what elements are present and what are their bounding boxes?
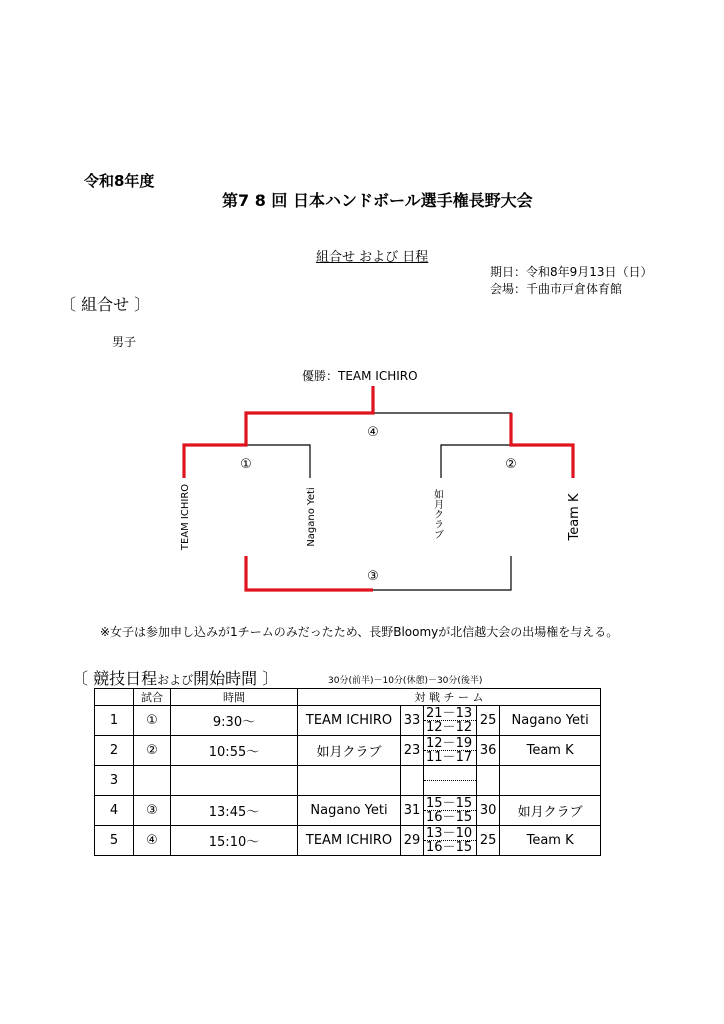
schedule-table [94,688,601,856]
team-label-ichiro: TEAM ICHIRO [180,483,191,551]
bracket-line-final-right [373,413,511,443]
schedule-section-title [72,666,278,689]
score-a: 31 [401,796,424,826]
score-b: 36 [477,736,500,766]
team-a: Nagano Yeti [298,796,401,826]
team-label-kisaragi: 如月クラブ [431,489,443,539]
row-number: 1 [95,706,134,736]
half-scores [424,796,477,826]
score-a: 29 [401,826,424,856]
winner-label: 優勝：TEAM ICHIRO [302,369,418,383]
team-a: TEAM ICHIRO [298,826,401,856]
event-venue: 会場：千曲市戸倉体育館 [490,282,623,296]
header-match: 試合 [134,689,171,706]
match-mark-3: ③ [367,569,379,584]
category-label: 男子 [112,335,137,349]
match-mark: ③ [134,796,171,826]
time-format-note: 30分(前半)－10分(休憩)－30分(後半) [328,676,483,686]
score-dash: － [442,826,456,841]
team-a: TEAM ICHIRO [298,706,401,736]
team-b [500,766,601,796]
winner-paths [184,386,573,590]
table-row [95,706,601,736]
team-b: 如月クラブ [500,796,601,826]
score-b: 25 [477,706,500,736]
schedule-title-part2: 開始時間 〕 [193,669,279,688]
bracket-line-m2-left [441,445,511,478]
score-a [401,766,424,796]
bracket-line-m3-right [373,556,511,590]
half2-score-b: 17 [455,750,473,765]
half-scores [424,826,477,856]
half-scores [424,706,477,736]
half1-score-a: 12 [426,736,443,751]
bracket-section-title: 〔 組合せ 〕 [60,295,151,314]
row-number: 3 [95,766,134,796]
score-dash: － [442,720,456,735]
table-row [95,766,601,796]
start-time: 13:45～ [171,796,298,826]
table-row [95,736,601,766]
half2-score-b: 15 [455,840,473,855]
score-dash: － [442,840,456,855]
half2-score-a: 16 [426,810,443,825]
half1-score-b: 10 [455,826,473,841]
match-mark: ④ [134,826,171,856]
schedule-title-small: および [157,673,194,687]
half1-score-a: 15 [426,796,443,811]
schedule-header-row [95,689,601,706]
half1-score-a: 13 [426,826,443,841]
team-b: Nagano Yeti [500,706,601,736]
score-a: 23 [401,736,424,766]
score-b: 25 [477,826,500,856]
half2-score-a: 11 [426,750,443,765]
match-mark [134,766,171,796]
match-mark: ② [134,736,171,766]
match-mark: ① [134,706,171,736]
half2-score-a: 16 [426,840,443,855]
half1-score-b: 13 [455,706,473,721]
score-dash: － [442,736,456,751]
table-row [95,826,601,856]
half1-score-a: 21 [426,706,443,721]
team-label-teamk: Team K [567,493,582,541]
winner-path-ichiro [184,386,373,478]
match-mark-2: ② [505,457,517,472]
team-b: Team K [500,826,601,856]
score-b [477,766,500,796]
event-date: 期日：令和8年9月13日（日） [490,265,653,279]
half-scores [424,766,477,796]
half1-score-b: 15 [455,796,473,811]
score-dash: － [442,810,456,825]
schedule-title-part1: 〔 競技日程 [72,669,158,688]
team-a: 如月クラブ [298,736,401,766]
women-note: ※女子は参加申し込みが1チームのみだったため、長野Bloomyが北信越大会の出場権を与える。 [100,625,619,639]
row-number: 2 [95,736,134,766]
header-teams: 対 戦 チ ー ム [298,689,601,706]
row-number: 5 [95,826,134,856]
match-mark-1: ① [240,457,252,472]
bracket-line-m1-right [246,445,310,478]
team-label-yeti: Nagano Yeti [306,487,317,547]
tournament-title: 第7 8 回 日本ハンドボール選手権長野大会 [222,191,533,210]
score-dash: － [442,796,456,811]
score-a: 33 [401,706,424,736]
score-b: 30 [477,796,500,826]
half-scores [424,736,477,766]
page-subtitle: 組合せ および 日程 [316,250,429,265]
era-label: 令和8年度 [84,172,155,190]
half2-score-b: 15 [455,810,473,825]
table-row [95,796,601,826]
start-time: 10:55～ [171,736,298,766]
row-number: 4 [95,796,134,826]
match-mark-4: ④ [367,425,379,440]
half1-score-b: 19 [455,736,473,751]
winner-path-third [246,556,373,590]
team-a [298,766,401,796]
header-time: 時間 [171,689,298,706]
team-b: Team K [500,736,601,766]
start-time: 9:30～ [171,706,298,736]
start-time: 15:10～ [171,826,298,856]
half2-score-a: 12 [426,720,443,735]
start-time [171,766,298,796]
half2-score-b: 12 [455,720,473,735]
score-dash: － [442,706,456,721]
score-dash: － [442,750,456,765]
winner-path-teamk [511,413,573,478]
